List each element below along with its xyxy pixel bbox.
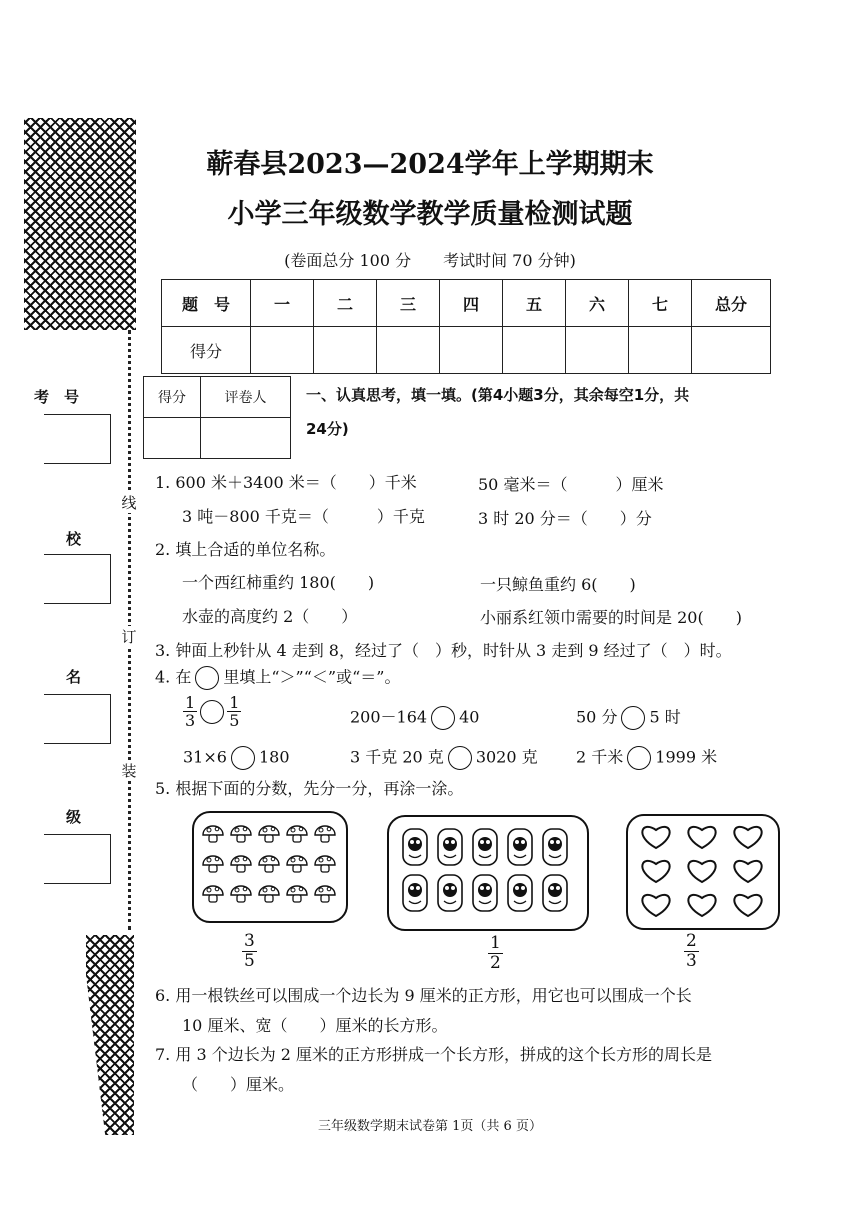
score-entry-cell[interactable] bbox=[440, 327, 503, 374]
side-box-school[interactable] bbox=[44, 554, 111, 604]
q4-item-e: 3 千克 20 克 3020 克 bbox=[350, 746, 538, 770]
grader-table bbox=[143, 376, 291, 459]
mushroom-icon bbox=[259, 886, 279, 902]
heart-icon bbox=[688, 861, 715, 882]
mushroom-icon bbox=[231, 856, 251, 872]
binder-char-install: 装 bbox=[118, 760, 140, 781]
q1-c: 3 吨－800 千克＝（ ）千克 bbox=[182, 507, 425, 526]
score-header-cell: 四 bbox=[440, 280, 503, 327]
score-entry-cell[interactable] bbox=[314, 327, 377, 374]
compare-circle-input[interactable] bbox=[448, 746, 472, 770]
q1-d: 3 时 20 分＝（ ）分 bbox=[478, 509, 652, 528]
q5-fraction-3: $\frac{2}{3}$ bbox=[686, 931, 697, 971]
fraction: $\frac{1}{3}$ bbox=[185, 693, 196, 730]
grader-score-label: 得分 bbox=[144, 377, 201, 418]
q4-item-c: 50 分 5 时 bbox=[576, 706, 681, 730]
q2-a: 一个西红柿重约 180( ) bbox=[182, 573, 375, 592]
q4-item-d: 31×6 180 bbox=[183, 746, 290, 770]
score-table bbox=[161, 279, 771, 374]
q4-suffix: 里填上“＞”“＜”或“＝”。 bbox=[223, 667, 401, 687]
figure-pod-icon bbox=[438, 829, 462, 865]
heart-icon bbox=[642, 895, 669, 916]
q4-item-a bbox=[183, 694, 241, 729]
mushroom-grid-icon bbox=[194, 813, 346, 921]
fraction: $\frac{1}{5}$ bbox=[229, 693, 240, 730]
heart-icon bbox=[642, 827, 669, 848]
figure-pod-icon bbox=[473, 875, 497, 911]
mushroom-icon bbox=[259, 826, 279, 842]
side-label-exam-number: 考 号 bbox=[34, 388, 80, 406]
q5-fraction-1: $\frac{3}{5}$ bbox=[244, 931, 255, 971]
q1-a: 1. 600 米＋3400 米＝（ ）千米 bbox=[155, 473, 417, 492]
mushroom-icon bbox=[259, 856, 279, 872]
q5-fraction-2: $\frac{1}{2}$ bbox=[490, 933, 501, 973]
compare-circle-icon bbox=[195, 666, 219, 690]
score-entry-cell[interactable] bbox=[251, 327, 314, 374]
grader-name-cell[interactable] bbox=[201, 418, 291, 459]
q7-line1: 7. 用 3 个边长为 2 厘米的正方形拼成一个长方形，拼成的这个长方形的周长是 bbox=[155, 1045, 713, 1064]
tray-figures[interactable] bbox=[387, 815, 589, 931]
score-entry-cell[interactable] bbox=[692, 327, 771, 374]
q4-item-f: 2 千米 1999 米 bbox=[576, 746, 717, 770]
compare-circle-input[interactable] bbox=[200, 700, 224, 724]
tray-hearts[interactable] bbox=[626, 814, 780, 930]
q2-d: 小丽系红领巾需要的时间是 20( ) bbox=[480, 608, 742, 627]
q7-line2: （ ）厘米。 bbox=[182, 1075, 295, 1094]
side-box-name[interactable] bbox=[44, 694, 111, 744]
score-header-cell: 一 bbox=[251, 280, 314, 327]
heart-icon bbox=[688, 895, 715, 916]
exam-title-line2: 小学三年级数学教学质量检测试题 bbox=[227, 199, 633, 230]
heart-icon bbox=[734, 895, 761, 916]
figure-pod-icon bbox=[403, 829, 427, 865]
mushroom-icon bbox=[315, 826, 335, 842]
score-row-label: 得分 bbox=[162, 327, 251, 374]
score-header-cell: 二 bbox=[314, 280, 377, 327]
binder-char-bind: 订 bbox=[118, 626, 140, 647]
mushroom-icon bbox=[287, 886, 307, 902]
score-entry-cell[interactable] bbox=[503, 327, 566, 374]
mushroom-icon bbox=[203, 856, 223, 872]
grader-score-cell[interactable] bbox=[144, 418, 201, 459]
q4-item-b: 200－164 40 bbox=[350, 706, 479, 730]
score-header-cell: 七 bbox=[629, 280, 692, 327]
score-header-cell: 五 bbox=[503, 280, 566, 327]
figure-grid-icon bbox=[389, 817, 587, 929]
compare-circle-input[interactable] bbox=[231, 746, 255, 770]
mushroom-icon bbox=[231, 886, 251, 902]
binder-char-line: 线 bbox=[118, 492, 140, 513]
figure-pod-icon bbox=[473, 829, 497, 865]
heart-icon bbox=[688, 827, 715, 848]
section1-heading: 一、认真思考，填一填。(第4小题3分，其余每空1分，共 bbox=[306, 386, 690, 404]
mushroom-icon bbox=[203, 826, 223, 842]
compare-circle-input[interactable] bbox=[627, 746, 651, 770]
heart-icon bbox=[734, 827, 761, 848]
q6-line1: 6. 用一根铁丝可以围成一个边长为 9 厘米的正方形，用它也可以围成一个长 bbox=[155, 986, 692, 1005]
mushroom-icon bbox=[231, 826, 251, 842]
figure-pod-icon bbox=[438, 875, 462, 911]
mushroom-icon bbox=[287, 826, 307, 842]
mushroom-icon bbox=[203, 886, 223, 902]
mushroom-icon bbox=[315, 886, 335, 902]
side-label-class: 级 bbox=[66, 808, 82, 826]
q1-b: 50 毫米＝（ ）厘米 bbox=[478, 475, 664, 494]
exam-title-line1: 蕲春县2023—2024学年上学期期末 bbox=[206, 149, 654, 180]
compare-circle-input[interactable] bbox=[621, 706, 645, 730]
figure-pod-icon bbox=[508, 875, 532, 911]
q2-instruction: 2. 填上合适的单位名称。 bbox=[155, 540, 336, 559]
hatch-pattern-bottom bbox=[86, 935, 134, 1135]
figure-pod-icon bbox=[508, 829, 532, 865]
page-footer: 三年级数学期末试卷第 1页（共 6 页） bbox=[318, 1119, 542, 1134]
heart-icon bbox=[642, 861, 669, 882]
section1-heading-cont: 24分) bbox=[306, 420, 349, 438]
score-header-cell: 总分 bbox=[692, 280, 771, 327]
side-box-class[interactable] bbox=[44, 834, 111, 884]
figure-pod-icon bbox=[543, 829, 567, 865]
tray-mushrooms[interactable] bbox=[192, 811, 348, 923]
score-table-score-row bbox=[162, 327, 771, 374]
exam-subtitle: (卷面总分 100 分 考试时间 70 分钟) bbox=[284, 251, 576, 270]
q2-b: 一只鲸鱼重约 6( ) bbox=[480, 575, 636, 594]
figure-pod-icon bbox=[543, 875, 567, 911]
side-label-name: 名 bbox=[66, 668, 82, 686]
side-label-school: 校 bbox=[66, 530, 82, 548]
q4-instruction bbox=[155, 666, 400, 690]
q6-line2: 10 厘米、宽（ ）厘米的长方形。 bbox=[182, 1016, 448, 1035]
score-entry-cell[interactable] bbox=[377, 327, 440, 374]
figure-pod-icon bbox=[403, 875, 427, 911]
q5-instruction: 5. 根据下面的分数，先分一分，再涂一涂。 bbox=[155, 779, 464, 798]
score-table-header-row bbox=[162, 280, 771, 327]
heart-grid-icon bbox=[628, 816, 778, 928]
score-header-cell: 题 号 bbox=[162, 280, 251, 327]
score-entry-cell[interactable] bbox=[566, 327, 629, 374]
mushroom-icon bbox=[315, 856, 335, 872]
compare-circle-input[interactable] bbox=[431, 706, 455, 730]
score-header-cell: 三 bbox=[377, 280, 440, 327]
score-entry-cell[interactable] bbox=[629, 327, 692, 374]
q2-c: 水壶的高度约 2（ ） bbox=[182, 607, 358, 626]
mushroom-icon bbox=[287, 856, 307, 872]
heart-icon bbox=[734, 861, 761, 882]
q4-prefix: 4. 在 bbox=[155, 667, 192, 687]
score-header-cell: 六 bbox=[566, 280, 629, 327]
q3: 3. 钟面上秒针从 4 走到 8，经过了（ ）秒，时针从 3 走到 9 经过了（ ）时。 bbox=[155, 641, 732, 660]
side-box-exam-number[interactable] bbox=[44, 414, 111, 464]
grader-name-label: 评卷人 bbox=[201, 377, 291, 418]
